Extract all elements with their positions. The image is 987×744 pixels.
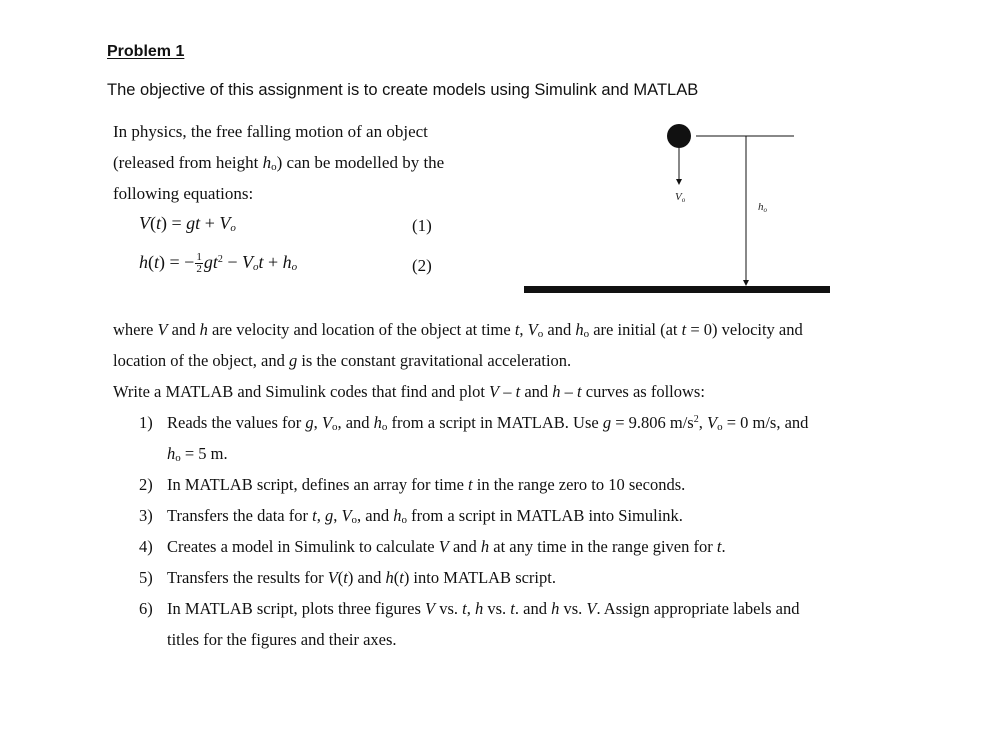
list-item-5: 5) Transfers the results for V(t) and h(t) into MATLAB script. (139, 568, 556, 587)
equation-velocity: V(t) = gt + $V_o$ (139, 213, 236, 234)
paragraph-line-2: location of the object, and g is the constant gravitational acceleration. (113, 351, 572, 370)
equation-height: h(t) = − $\frac{1}{2}$ $gt^2 - V_ot + h_o$ (139, 251, 298, 276)
equation-1-number: (1) (412, 216, 432, 235)
height-label: ho (758, 201, 767, 214)
velocity-label: Vo (675, 191, 686, 204)
paragraph-line-1: where V and h are velocity and location of the object at time t, $V_o$ and $h_o$ are initial (at t = 0) velocity and (113, 320, 803, 340)
list-item-4: 4) Creates a model in Simulink to calculate V and h at any time in the range given for t. (139, 537, 726, 556)
intro-line-3: following equations: (113, 184, 254, 203)
intro-line-1: In physics, the free falling motion of an object (113, 122, 428, 141)
objective-text: The objective of this assignment is to create models using Simulink and MATLAB (107, 81, 699, 99)
equation-2-number: (2) (412, 256, 432, 275)
ground (524, 286, 830, 293)
paragraph-line-3: Write a MATLAB and Simulink codes that find and plot V – t and h – t curves as follows: (113, 382, 705, 401)
list-item-1-continued: $h_o = 5$ m. (167, 444, 228, 464)
list-item-2: 2) In MATLAB script, defines an array for time t in the range zero to 10 seconds. (139, 475, 686, 494)
falling-object-ball (667, 124, 691, 148)
list-item-1: 1) Reads the values for g, $V_o$, and $h_o$ from a script in MATLAB. Use g = 9.806 $m/s^2$, $V_o = 0$ m/s, and (139, 413, 809, 433)
problem-title: Problem 1 (107, 43, 185, 60)
list-item-6: 6) In MATLAB script, plots three figures V vs. t, h vs. t. and h vs. V. Assign appropriate labels and (139, 599, 800, 618)
intro-line-2: (released from height $h_o$) can be modelled by the (113, 153, 445, 173)
list-item-6-continued: titles for the figures and their axes. (167, 630, 397, 649)
free-fall-diagram (520, 118, 840, 300)
list-item-3: 3) Transfers the data for t, g, $V_o$, and $h_o$ from a script in MATLAB into Simulink. (139, 506, 683, 526)
